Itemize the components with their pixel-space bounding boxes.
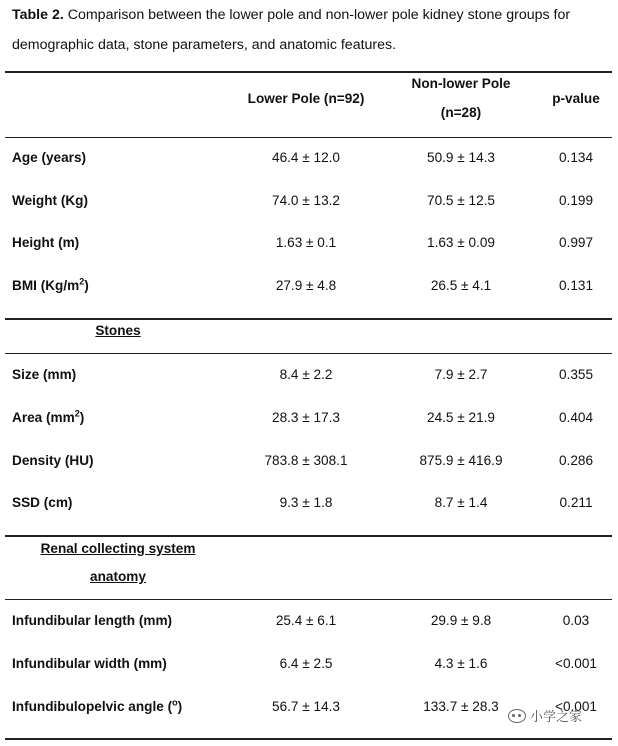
row-value-lower: 27.9 ± 4.8 xyxy=(275,278,337,293)
row-value-nonlower: 24.5 ± 21.9 xyxy=(427,410,495,425)
row-p-value: <0.001 xyxy=(555,656,597,671)
row-value-lower: 6.4 ± 2.5 xyxy=(279,656,333,671)
row-label: Infundibular width (mm) xyxy=(12,656,167,671)
header-non-lower-pole: Non-lower Pole xyxy=(411,76,511,91)
header-non-lower-pole-n: (n=28) xyxy=(440,105,482,120)
row-label: Age (years) xyxy=(12,150,87,165)
row-label: Height (m) xyxy=(12,235,80,250)
section-title-anatomy: Renal collecting system xyxy=(40,541,196,556)
row-value-lower: 25.4 ± 6.1 xyxy=(275,613,337,628)
row-value-nonlower: 70.5 ± 12.5 xyxy=(427,193,495,208)
row-value-lower: 9.3 ± 1.8 xyxy=(279,495,333,510)
caption-label: Table 2. xyxy=(12,7,64,23)
row-value-lower: 1.63 ± 0.1 xyxy=(275,235,337,250)
row-value-nonlower: 133.7 ± 28.3 xyxy=(423,699,499,714)
row-p-value: 0.134 xyxy=(558,150,594,165)
row-p-value: 0.286 xyxy=(558,453,594,468)
row-value-lower: 46.4 ± 12.0 xyxy=(272,150,340,165)
row-value-lower: 74.0 ± 13.2 xyxy=(272,193,340,208)
row-p-value: 0.404 xyxy=(558,410,594,425)
row-p-value: 0.997 xyxy=(558,235,594,250)
table-caption xyxy=(12,0,608,60)
header-rule xyxy=(5,137,612,138)
section-rule-anatomy xyxy=(5,535,612,537)
row-value-lower: 56.7 ± 14.3 xyxy=(272,699,340,714)
row-value-lower: 8.4 ± 2.2 xyxy=(279,367,333,382)
caption-text: Comparison between the lower pole and non-lower pole kidney stone groups for demographic data, stone parameters, and anatomic features. xyxy=(12,7,571,53)
row-p-value: <0.001 xyxy=(555,699,597,714)
bottom-rule xyxy=(5,738,612,740)
row-value-nonlower: 50.9 ± 14.3 xyxy=(427,150,495,165)
row-value-lower: 28.3 ± 17.3 xyxy=(272,410,340,425)
row-label: Infundibular length (mm) xyxy=(12,613,173,628)
row-label: Density (HU) xyxy=(12,453,94,468)
top-rule xyxy=(5,71,612,73)
row-p-value: 0.131 xyxy=(558,278,594,293)
row-value-lower: 783.8 ± 308.1 xyxy=(264,453,348,468)
section-rule-stones-bottom xyxy=(5,353,612,354)
row-value-nonlower: 26.5 ± 4.1 xyxy=(430,278,492,293)
header-lower-pole: Lower Pole (n=92) xyxy=(247,91,365,106)
row-value-nonlower: 8.7 ± 1.4 xyxy=(434,495,488,510)
section-title-stones: Stones xyxy=(95,323,141,338)
header-p-value: p-value xyxy=(552,91,600,106)
watermark-text: 小学之家 xyxy=(530,709,583,724)
row-label: Infundibulopelvic angle ($^o$) xyxy=(12,697,183,714)
row-value-nonlower: 875.9 ± 416.9 xyxy=(419,453,503,468)
row-value-nonlower: 4.3 ± 1.6 xyxy=(434,656,488,671)
wechat-icon xyxy=(508,709,526,723)
row-label: BMI $(Kg/m^2)$ xyxy=(12,276,89,293)
row-label: Area $(mm^2)$ xyxy=(12,408,85,425)
section-rule-anatomy-bottom xyxy=(5,599,612,600)
row-value-nonlower: 29.9 ± 9.8 xyxy=(430,613,492,628)
row-label: Weight (Kg) xyxy=(12,193,89,208)
row-p-value: 0.211 xyxy=(559,495,593,510)
section-title-anatomy-line2: anatomy xyxy=(90,569,146,584)
row-label: Size (mm) xyxy=(12,367,77,382)
section-rule-stones xyxy=(5,318,612,320)
row-value-nonlower: 7.9 ± 2.7 xyxy=(434,367,488,382)
row-p-value: 0.355 xyxy=(558,367,594,382)
row-value-nonlower: 1.63 ± 0.09 xyxy=(427,235,495,250)
row-p-value: 0.03 xyxy=(562,613,590,628)
row-p-value: 0.199 xyxy=(558,193,594,208)
row-label: SSD (cm) xyxy=(12,495,73,510)
watermark xyxy=(508,706,582,725)
